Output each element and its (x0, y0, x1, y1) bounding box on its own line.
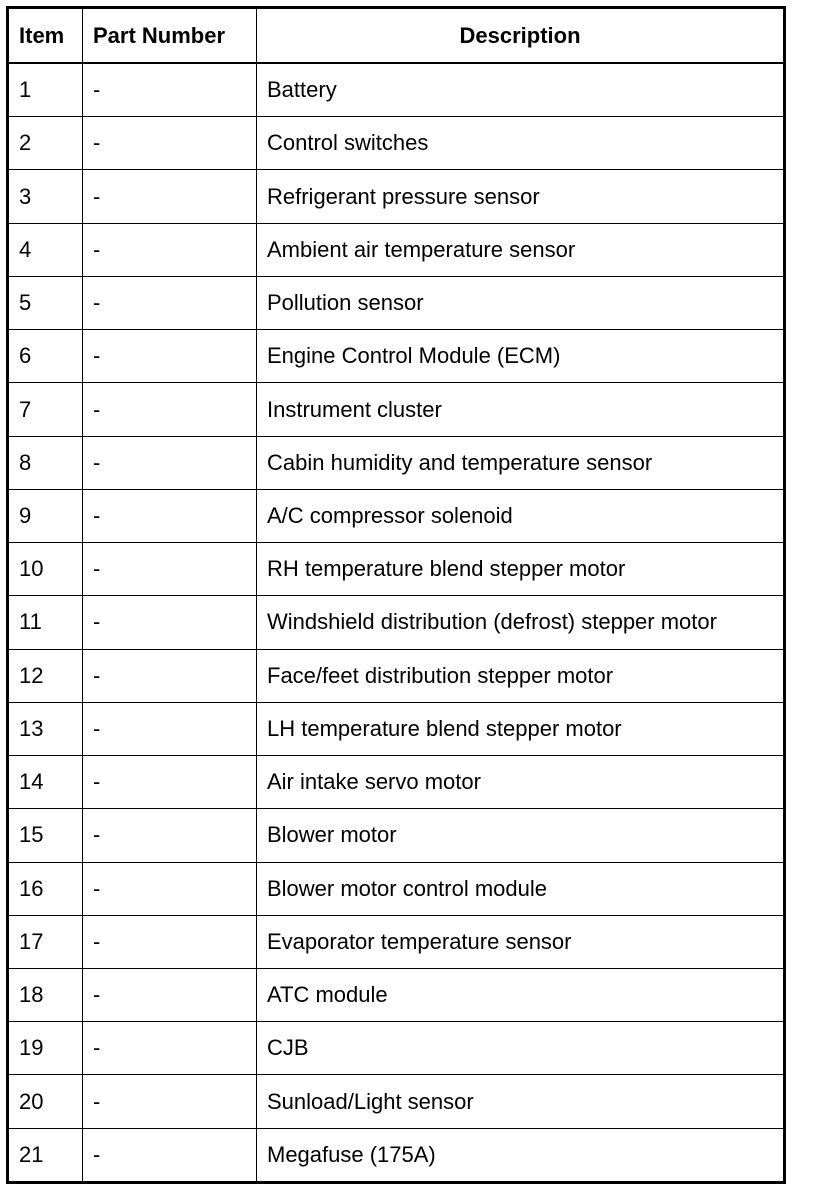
part-number-cell: - (83, 702, 257, 755)
description-cell: Ambient air temperature sensor (257, 223, 785, 276)
item-cell: 12 (8, 649, 83, 702)
part-number-cell: - (83, 596, 257, 649)
table-row (8, 862, 785, 915)
table-row (8, 436, 785, 489)
item-cell: 4 (8, 223, 83, 276)
table-row (8, 223, 785, 276)
item-cell: 17 (8, 915, 83, 968)
description-cell: Cabin humidity and temperature sensor (257, 436, 785, 489)
table-row (8, 596, 785, 649)
description-cell: Control switches (257, 117, 785, 170)
part-number-cell: - (83, 170, 257, 223)
description-cell: ATC module (257, 968, 785, 1021)
table-row (8, 117, 785, 170)
item-cell: 10 (8, 543, 83, 596)
description-cell: Windshield distribution (defrost) stepper motor (257, 596, 785, 649)
table-body (8, 63, 785, 1183)
description-cell: Evaporator temperature sensor (257, 915, 785, 968)
part-number-cell: - (83, 915, 257, 968)
table-row (8, 383, 785, 436)
table-row (8, 649, 785, 702)
item-cell: 2 (8, 117, 83, 170)
item-cell: 21 (8, 1128, 83, 1182)
description-cell: RH temperature blend stepper motor (257, 543, 785, 596)
table-row (8, 915, 785, 968)
part-number-cell: - (83, 223, 257, 276)
description-cell: A/C compressor solenoid (257, 489, 785, 542)
part-number-cell: - (83, 543, 257, 596)
description-cell: Battery (257, 63, 785, 117)
part-number-cell: - (83, 117, 257, 170)
part-number-cell: - (83, 809, 257, 862)
table-row (8, 489, 785, 542)
table-row (8, 1022, 785, 1075)
description-cell: CJB (257, 1022, 785, 1075)
item-cell: 20 (8, 1075, 83, 1128)
item-cell: 13 (8, 702, 83, 755)
item-cell: 16 (8, 862, 83, 915)
part-number-cell: - (83, 489, 257, 542)
table-row (8, 170, 785, 223)
part-number-cell: - (83, 383, 257, 436)
item-cell: 7 (8, 383, 83, 436)
part-number-cell: - (83, 862, 257, 915)
description-cell: Face/feet distribution stepper motor (257, 649, 785, 702)
header-part-number: Part Number (83, 8, 257, 64)
table-row (8, 330, 785, 383)
part-number-cell: - (83, 436, 257, 489)
table-row (8, 1075, 785, 1128)
part-number-cell: - (83, 1022, 257, 1075)
table-row (8, 809, 785, 862)
table-row (8, 543, 785, 596)
item-cell: 11 (8, 596, 83, 649)
table-row (8, 63, 785, 117)
part-number-cell: - (83, 756, 257, 809)
part-number-cell: - (83, 276, 257, 329)
part-number-cell: - (83, 649, 257, 702)
item-cell: 14 (8, 756, 83, 809)
item-cell: 18 (8, 968, 83, 1021)
description-cell: Refrigerant pressure sensor (257, 170, 785, 223)
part-number-cell: - (83, 330, 257, 383)
table-row (8, 1128, 785, 1182)
item-cell: 5 (8, 276, 83, 329)
item-cell: 1 (8, 63, 83, 117)
part-number-cell: - (83, 63, 257, 117)
table-header (8, 8, 785, 64)
item-cell: 9 (8, 489, 83, 542)
table-row (8, 756, 785, 809)
description-cell: Sunload/Light sensor (257, 1075, 785, 1128)
description-cell: Blower motor (257, 809, 785, 862)
parts-table (6, 6, 786, 1184)
part-number-cell: - (83, 968, 257, 1021)
item-cell: 8 (8, 436, 83, 489)
table-row (8, 276, 785, 329)
header-item: Item (8, 8, 83, 64)
header-description: Description (257, 8, 785, 64)
description-cell: Blower motor control module (257, 862, 785, 915)
description-cell: Instrument cluster (257, 383, 785, 436)
item-cell: 3 (8, 170, 83, 223)
description-cell: Pollution sensor (257, 276, 785, 329)
description-cell: Megafuse (175A) (257, 1128, 785, 1182)
description-cell: Air intake servo motor (257, 756, 785, 809)
item-cell: 19 (8, 1022, 83, 1075)
item-cell: 15 (8, 809, 83, 862)
table-row (8, 702, 785, 755)
description-cell: LH temperature blend stepper motor (257, 702, 785, 755)
item-cell: 6 (8, 330, 83, 383)
part-number-cell: - (83, 1128, 257, 1182)
part-number-cell: - (83, 1075, 257, 1128)
description-cell: Engine Control Module (ECM) (257, 330, 785, 383)
table-row (8, 968, 785, 1021)
header-row (8, 8, 785, 64)
